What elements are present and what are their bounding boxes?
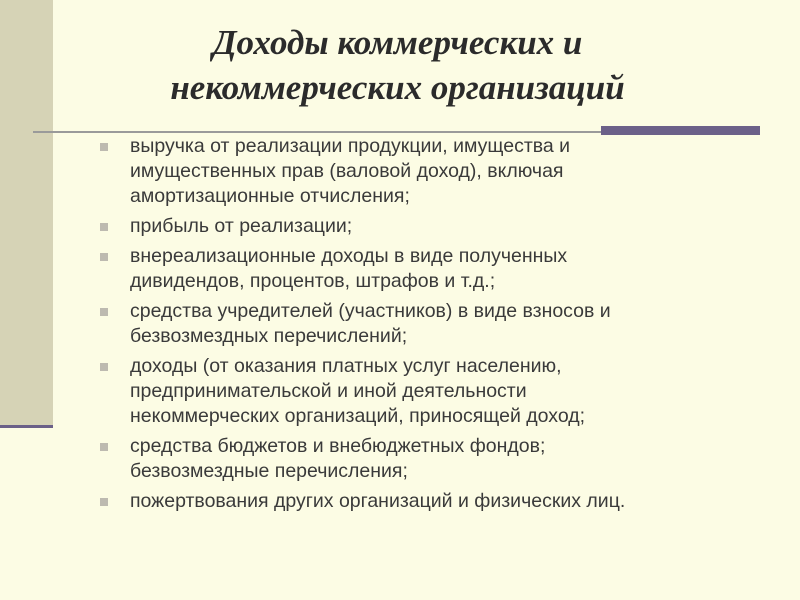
slide-title — [95, 20, 700, 110]
bullet-item — [100, 489, 760, 514]
square-bullet-icon — [100, 363, 108, 371]
square-bullet-icon — [100, 498, 108, 506]
bullet-text — [130, 354, 760, 429]
square-bullet-icon — [100, 143, 108, 151]
bullet-text-line: некоммерческих организаций, приносящей доход; — [130, 405, 586, 427]
bullet-text-line: имущественных прав (валовой доход), включая — [130, 160, 564, 182]
bullet-text-line: предпринимательской и иной деятельности — [130, 380, 527, 402]
bullet-text — [130, 214, 760, 239]
bullet-text — [130, 434, 760, 484]
bullet-text-line: безвозмездные перечисления; — [130, 460, 408, 482]
bullet-item — [100, 299, 760, 349]
bullet-text-line: дивидендов, процентов, штрафов и т.д.; — [130, 270, 496, 292]
square-bullet-icon — [100, 308, 108, 316]
bullet-text-line: прибыль от реализации; — [130, 215, 353, 237]
left-band-accent-rule — [0, 425, 53, 428]
bullet-text-line: средства учредителей (участников) в виде взносов и — [130, 300, 611, 322]
bullet-item — [100, 434, 760, 484]
bullet-text-line: амортизационные отчисления; — [130, 185, 410, 207]
square-bullet-icon — [100, 443, 108, 451]
bullet-text — [130, 489, 760, 514]
left-decorative-band — [0, 0, 53, 425]
square-bullet-icon — [100, 223, 108, 231]
bullet-text-line: пожертвования других организаций и физических лиц. — [130, 490, 626, 512]
bullet-text-line: выручка от реализации продукции, имущества и — [130, 135, 571, 157]
bullet-text-line: внереализационные доходы в виде полученных — [130, 245, 568, 267]
bullet-text-line: доходы (от оказания платных услуг населению, — [130, 355, 562, 377]
bullet-text — [130, 244, 760, 294]
bullet-item — [100, 354, 760, 429]
title-divider-rule — [33, 131, 601, 133]
bullet-list — [100, 134, 760, 519]
bullet-text-line: средства бюджетов и внебюджетных фондов; — [130, 435, 546, 457]
slide-title-line-2: некоммерческих организаций — [170, 68, 625, 107]
bullet-text — [130, 134, 760, 209]
slide-title-line-1: Доходы коммерческих и — [212, 23, 583, 62]
square-bullet-icon — [100, 253, 108, 261]
bullet-item — [100, 214, 760, 239]
bullet-item — [100, 244, 760, 294]
bullet-text-line: безвозмездных перечислений; — [130, 325, 408, 347]
bullet-item — [100, 134, 760, 209]
bullet-text — [130, 299, 760, 349]
